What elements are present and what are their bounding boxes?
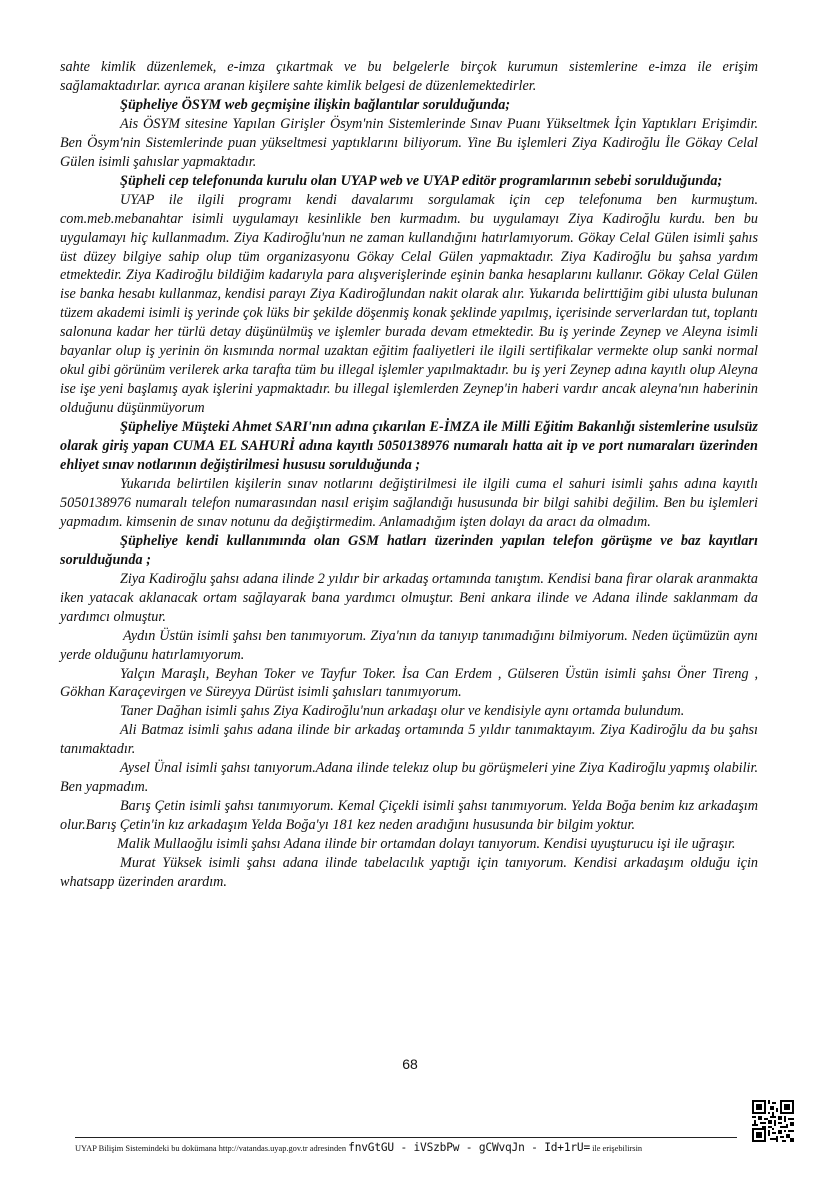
footer-prefix: UYAP Bilişim Sistemindeki bu dokümana http://vatandas.uyap.gov.tr adresinden bbox=[75, 1144, 349, 1153]
answer-paragraph: Taner Dağhan isimli şahıs Ziya Kadiroğlu'nun arkadaşı olur ve kendisiyle aynı ortamda bulundum. bbox=[120, 703, 685, 720]
qr-code-icon bbox=[752, 1100, 794, 1142]
answer-paragraph: Aysel Ünal isimli şahsı tanıyorum.Adana ilinde telekız olup bu görüşmeleri yine Ziya Kadiroğlu yapmış olabilir. Ben yapmadım. bbox=[60, 760, 758, 796]
answer-paragraph: UYAP ile ilgili programı kendi davalarımı sorgulamak için cep telefonuma ben kurmuştum. com.meb.mebanahtar isimli uygulamayı kesinlikle ben kurmadım. bu uygulamayı Ziya Kadiroğlu kurdu. ben bu uygulamayı hiç kullanmadım. Ziya Kadiroğlu'nun ne zaman kullandığını hatırlamıyorum. Gökay Celal Gülen isimli şahıs üst düzey bilgiye sahip olup tüm organizasyonu Gökay Celal Gülen yapmaktadır. Ziya Kadiroğlu bu şahsa yardım etmektedir. Ziya Kadiroğlu bildiğim kadarıyla para alışverişlerinde eşinin banka hesaplarını kullanır. Gökay Celal Gülen ise banka hesabı kullanmaz, kendisi parayı Ziya Kadiroğlundan nakit olarak alır. Yukarıda belirttiğim gibi ulusta bulunan tüzem akademi isimli iş yerinde çok lüks bir şekilde döşenmiş konak şeklinde yapılmış, içerisinde serverlardan tut, toplantı salonuna kadar her türlü detay düşünülmüş ve işlemler burada devam etmektedir. Bu iş yerinde Zeynep ve Aleyna isimli bayanlar olup iş yerinin ön kısmında normal uzaktan eğitim faaliyetleri ile ilgili sertifikalar vermekte olup sanki normal okul gibi görünüm verilerek arka tarafta tüm bu illegal işlemler yapılmaktadır. bu iş yeri Zeynep adına kayıtlı olup Aleyna ise işe yeni başlamış ayak işlerini yapmaktadır. bu illegal işlemlerden Zeynep'in haberi vardır ancak aleyna'nın haberinin olduğunu düşünmüyorum bbox=[60, 191, 758, 417]
answer-paragraph: Ziya Kadiroğlu şahsı adana ilinde 2 yıldır bir arkadaş ortamında tanıştım. Kendisi bana firar olarak aranmakta iken yatacak aklanacak ortam sağlayarak bana yardımcı olmuştur. Beni ankara ilinde ve Adana ilinde saklanmam da yardımcı olmuştur. bbox=[60, 570, 758, 625]
verification-code: fnvGtGU - iVSzbPw - gCWvqJn - Id+1rU= bbox=[348, 1141, 590, 1154]
question-heading: Şüpheliye ÖSYM web geçmişine ilişkin bağlantılar sorulduğunda; bbox=[120, 96, 511, 113]
answer-paragraph: Ali Batmaz isimli şahıs adana ilinde bir arkadaş ortamında 5 yıldır tanımaktayım. Ziya Kadiroğlu da bu şahsı tanımaktadır. bbox=[60, 722, 758, 758]
answer-paragraph: Barış Çetin isimli şahsı tanımıyorum. Kemal Çiçekli isimli şahsı tanımıyorum. Yelda Boğa benim kız arkadaşım olur.Barış Çetin'in kız arkadaşım Yelda Boğa'yı 181 kez neden aradığını hususunda bir bilgim yoktur. bbox=[60, 798, 758, 834]
answer-paragraph: Malik Mullaoğlu isimli şahsı Adana ilinde bir ortamdan dolayı tanıyorum. Kendisi uyuşturucu işi ile uğraşır. bbox=[117, 836, 736, 853]
question-heading: Şüpheliye kendi kullanımında olan GSM hatları üzerinden yapılan telefon görüşme ve baz kayıtları sorulduğunda ; bbox=[60, 532, 758, 568]
answer-paragraph: Aydın Üstün isimli şahsı ben tanımıyorum. Ziya'nın da tanıyıp tanımadığını bilmiyorum. Neden üçümüzün aynı yerde olduğunu hatırlamıyorum. bbox=[60, 627, 758, 663]
answer-paragraph: Yukarıda belirtilen kişilerin sınav notlarını değiştirilmesi ile ilgili cuma el sahuri isimli şahıs adına kayıtlı 5050138976 numaralı telefon numarasından nasıl erişim sağlandığı hususunda bir bilgi sahibi değilim. Ben bu işlemleri yapmadım. kimsenin de sınav notunu da değiştirmedim. Anlamadığım işten dolayı da aracı da olmadım. bbox=[60, 475, 758, 530]
question-heading: Şüpheli cep telefonunda kurulu olan UYAP web ve UYAP editör programlarının sebebi sorulduğunda; bbox=[120, 172, 723, 189]
paragraph-continuation: sahte kimlik düzenlemek, e-imza çıkartmak ve bu belgelerle birçok kurumun sistemlerine e-imza ile erişim sağlamaktadırlar. ayrıca aranan kişilere sahte kimlik belgesi de düzenlemektedirler. bbox=[60, 59, 758, 94]
answer-paragraph: Ais ÖSYM sitesine Yapılan Girişler Ösym'nin Sistemlerinde Sınav Puanı Yükseltmek İçin Yaptıkları Erişimdir. Ben Ösym'nin Sistemlerinde puan yükseltmesi yaptıklarını biliyorum. Yine Bu işlemleri Ziya Kadiroğlu İle Gökay Celal Gülen isimli şahıslar yapmaktadır. bbox=[60, 115, 758, 170]
footer-verification bbox=[75, 1141, 745, 1156]
answer-paragraph: Yalçın Maraşlı, Beyhan Toker ve Tayfur Toker. İsa Can Erdem , Gülseren Üstün isimli şahsı Öner Tireng , Gökhan Karaçevirgen ve Süreyya Dürüst isimli şahısları tanımıyorum. bbox=[60, 665, 758, 701]
question-heading: Şüpheliye Müşteki Ahmet SARI'nın adına çıkarılan E-İMZA ile Milli Eğitim Bakanlığı sistemlerine usulsüz olarak giriş yapan CUMA EL SAHURİ adına kayıtlı 5050138976 numaralı hatta ait ip ve port numaraları üzerinden ehliyet sınav notlarının değiştirilmesi hususu sorulduğunda ; bbox=[60, 419, 758, 474]
footer-divider bbox=[75, 1137, 737, 1138]
footer-suffix: ile erişebilirsin bbox=[589, 1144, 643, 1153]
page-number: 68 bbox=[402, 1056, 418, 1072]
answer-paragraph: Murat Yüksek isimli şahsı adana ilinde tabelacılık yaptığı için tanıyorum. Kendisi arkadaşım olduğu için whatsapp üzerinden arardım. bbox=[60, 855, 758, 890]
document-body bbox=[60, 58, 758, 892]
